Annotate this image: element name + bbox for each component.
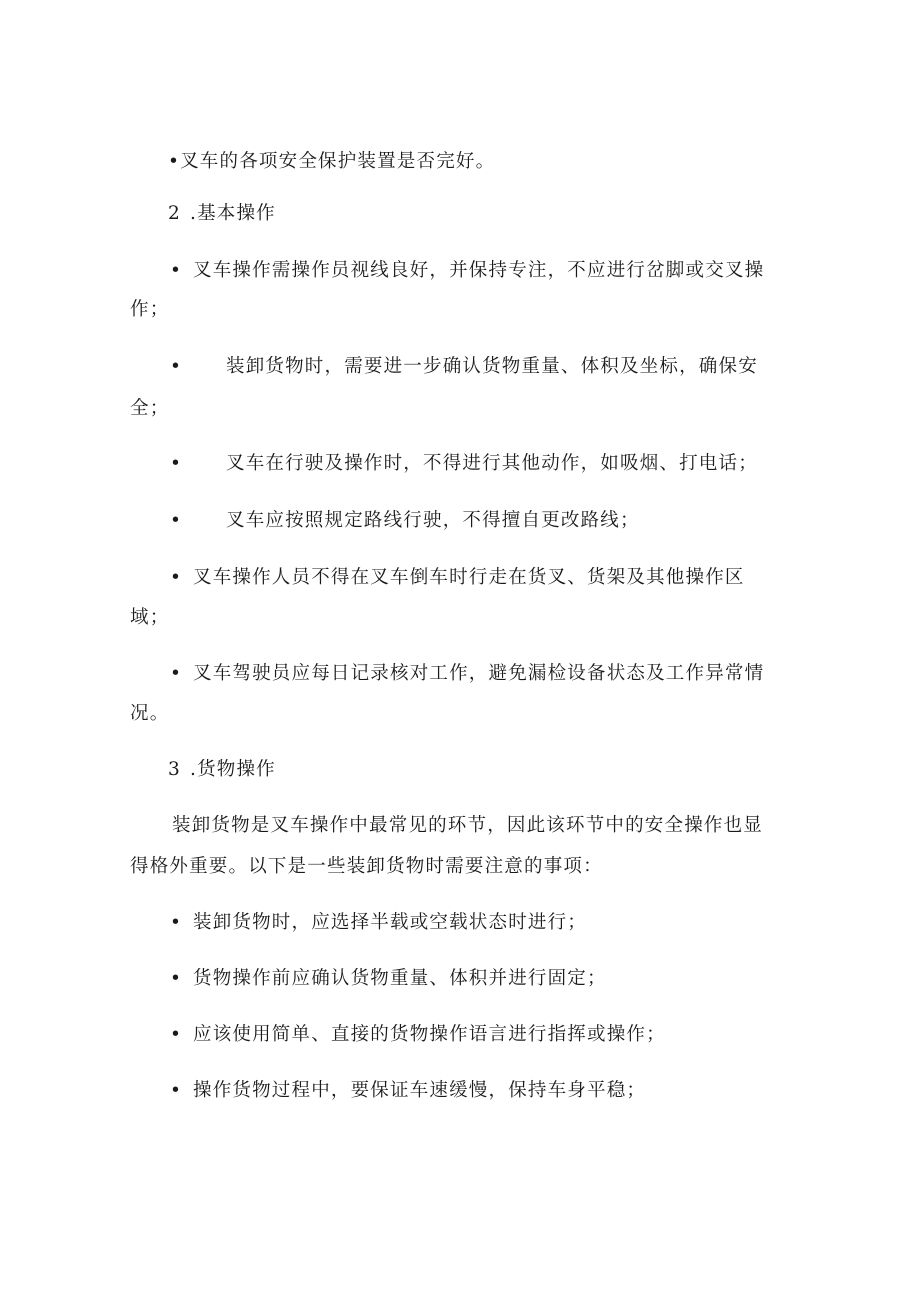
bullet-marker: • <box>170 260 183 281</box>
bullet-text-line: 装卸货物时，应选择半载或空载状态时进行； <box>193 912 588 933</box>
bullet-marker: • <box>170 968 183 989</box>
bullet-text-line: 货物操作前应确认货物重量、体积并进行固定； <box>193 968 607 989</box>
intro-bullet: •叉车的各项安全保护装置是否完好。 <box>168 151 496 172</box>
bullet-text-line: 叉车操作需操作员视线良好，并保持专注，不应进行岔脚或交叉操 <box>193 260 765 281</box>
bullet-text-line: 叉车应按照规定路线行驶，不得擅自更改路线； <box>226 510 640 531</box>
bullet-text-line: 装卸货物时，需要进一步确认货物重量、体积及坐标，确保安 <box>226 356 758 377</box>
bullet-marker: • <box>170 453 183 474</box>
section-3-title: .货物操作 <box>190 759 276 780</box>
bullet-text-line: 叉车驾驶员应每日记录核对工作，避免漏检设备状态及工作异常情 <box>193 663 765 684</box>
bullet-marker: • <box>170 356 183 377</box>
bullet-marker: • <box>170 567 183 588</box>
bullet-text-line: 叉车在行驶及操作时，不得进行其他动作，如吸烟、打电话； <box>226 453 758 474</box>
bullet-marker: • <box>170 663 183 684</box>
bullet-text-line: 全； <box>130 398 170 419</box>
bullet-text-line: 域； <box>130 607 170 628</box>
bullet-text-line: 叉车操作人员不得在叉车倒车时行走在货叉、货架及其他操作区 <box>193 567 745 588</box>
bullet-text-line: 应该使用简单、直接的货物操作语言进行指挥或操作； <box>193 1024 666 1045</box>
paragraph-line: 得格外重要。以下是一些装卸货物时需要注意的事项： <box>130 856 603 877</box>
bullet-marker: • <box>170 1024 183 1045</box>
bullet-text-line: 作； <box>130 299 170 320</box>
section-2-title: .基本操作 <box>190 203 276 224</box>
bullet-text-line: 况。 <box>130 703 170 724</box>
bullet-marker: • <box>170 1080 183 1101</box>
paragraph-line: 装卸货物是叉车操作中最常见的环节，因此该环节中的安全操作也显 <box>172 815 764 836</box>
bullet-text-line: 操作货物过程中，要保证车速缓慢，保持车身平稳； <box>193 1080 647 1101</box>
bullet-marker: • <box>170 912 183 933</box>
section-3-number: 3 <box>168 759 181 780</box>
bullet-marker: • <box>170 510 183 531</box>
section-2-number: 2 <box>168 203 181 224</box>
